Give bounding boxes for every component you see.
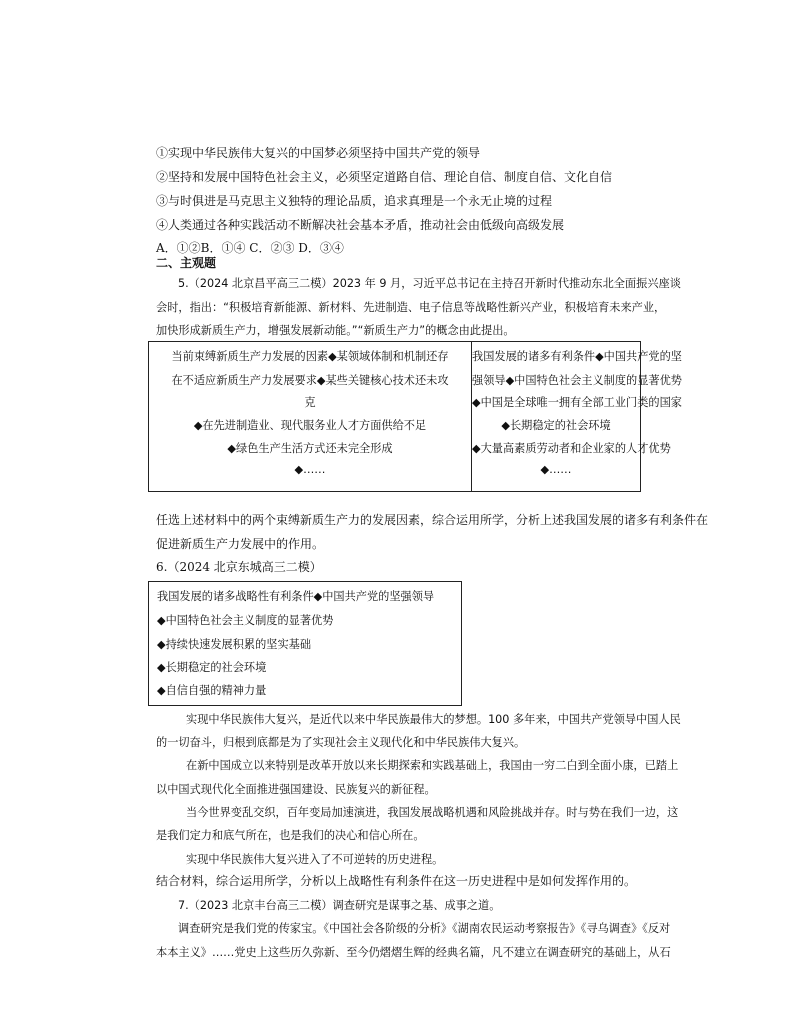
left-cell-line: 在不适应新质生产力发展要求◆某些关键核心技术还未攻 <box>171 374 449 387</box>
q6-paragraph-line: 是我们定力和底气所在，也是我们的决心和信心所在。 <box>156 829 425 842</box>
option-3: ③与时俱进是马克思主义独特的理论品质，追求真理是一个永无止境的过程 <box>156 194 553 208</box>
right-cell-line: ◆长期稳定的社会环境 <box>501 419 611 432</box>
left-cell-line: 克 <box>304 396 316 409</box>
q6-box-line: ◆中国特色社会主义制度的显著优势 <box>157 614 334 627</box>
option-2: ②坚持和发展中国特色社会主义，必须坚定道路自信、理论自信、制度自信、文化自信 <box>156 170 613 184</box>
q6-paragraph-line: 的一切奋斗，归根到底都是为了实现社会主义现代化和中华民族伟大复兴。 <box>156 736 526 749</box>
q5-intro-line-3: 加快形成新质生产力，增强发展新动能。”“新质生产力”的概念由此提出。 <box>156 324 515 337</box>
q6-box-line: ◆自信自强的精神力量 <box>157 684 267 697</box>
q6-question: 结合材料，综合运用所学，分析以上战略性有利条件在这一历史进程中是如何发挥作用的。 <box>156 874 637 888</box>
right-cell-line: ◆大量高素质劳动者和企业家的人才优势 <box>472 442 671 455</box>
q5-intro-line-1: 5.（2024 北京昌平高三二模）2023 年 9 月，习近平总书记在主持召开新时代推动东北全面振兴座谈 <box>178 277 681 290</box>
q6-paragraph-line: 实现中华民族伟大复兴进入了不可逆转的历史进程。 <box>186 853 444 866</box>
left-cell-line: 当前束缚新质生产力发展的因素◆某领域体制和机制还存 <box>171 350 449 363</box>
q6-paragraph-line: 以中国式现代化全面推进强国建设、民族复兴的新征程。 <box>156 783 436 796</box>
right-cell-line: 我国发展的诸多有利条件◆中国共产党的坚 <box>472 350 682 363</box>
q5-question-line-2: 促进新质生产力发展中的作用。 <box>156 537 325 551</box>
table-right-cell <box>472 342 682 491</box>
table-left-cell <box>149 342 471 491</box>
answer-choices: A．①②B．①④ C．②③ D．③④ <box>156 241 344 255</box>
q6-box-line: ◆长期稳定的社会环境 <box>157 661 267 674</box>
q6-title: 6.（2024 北京东城高三二模） <box>156 560 322 574</box>
q5-question-line-1: 任选上述材料中的两个束缚新质生产力的发展因素，综合运用所学，分析上述我国发展的诸多有利条件在 <box>156 513 709 527</box>
option-4: ④人类通过各种实践活动不断解决社会基本矛盾，推动社会由低级向高级发展 <box>156 218 565 232</box>
section-title: 二、主观题 <box>156 256 217 270</box>
q6-box-line: ◆持续快速发展积累的坚实基础 <box>157 638 312 651</box>
left-cell-line: ◆在先进制造业、现代服务业人才方面供给不足 <box>193 419 427 432</box>
right-cell-line: ◆…… <box>540 463 572 476</box>
q6-paragraph-line: 在新中国成立以来特别是改革开放以来长期探索和实践基础上，我国由一穷二白到全面小康，已踏上 <box>186 759 679 772</box>
right-cell-line: ◆中国是全球唯一拥有全部工业门类的国家 <box>472 396 682 409</box>
q7-line: 调查研究是我们党的传家宝。《中国社会各阶级的分析》《湖南农民运动考察报告》《寻乌调查》《反对 <box>178 922 671 935</box>
left-cell-line: ◆…… <box>294 463 326 476</box>
q7-line: 本本主义》……党史上这些历久弥新、至今仍熠熠生辉的经典名篇，凡不建立在调查研究的基础上，从石 <box>156 946 671 959</box>
q6-paragraph-line: 实现中华民族伟大复兴，是近代以来中华民族最伟大的梦想。100 多年来，中国共产党领导中国人民 <box>186 713 681 726</box>
left-cell-line: ◆绿色生产生活方式还未完全形成 <box>227 442 393 455</box>
q6-material-box <box>148 581 462 706</box>
q6-paragraph-line: 当今世界变乱交织，百年变局加速演进，我国发展战略机遇和风险挑战并存。时与势在我们一边，这 <box>186 806 679 819</box>
option-1: ①实现中华民族伟大复兴的中国梦必须坚持中国共产党的领导 <box>156 146 481 160</box>
q5-material-table <box>148 341 682 492</box>
q5-intro-line-2: 会时，指出：“积极培育新能源、新材料、先进制造、电子信息等战略性新兴产业，积极培育未来产业， <box>156 301 666 314</box>
q6-box-line: 我国发展的诸多战略性有利条件◆中国共产党的坚强领导 <box>157 590 435 603</box>
q7-intro: 7.（2023 北京丰台高三二模）调查研究是谋事之基、成事之道。 <box>178 899 501 912</box>
right-cell-line: 强领导◆中国特色社会主义制度的显著优势 <box>472 374 682 387</box>
